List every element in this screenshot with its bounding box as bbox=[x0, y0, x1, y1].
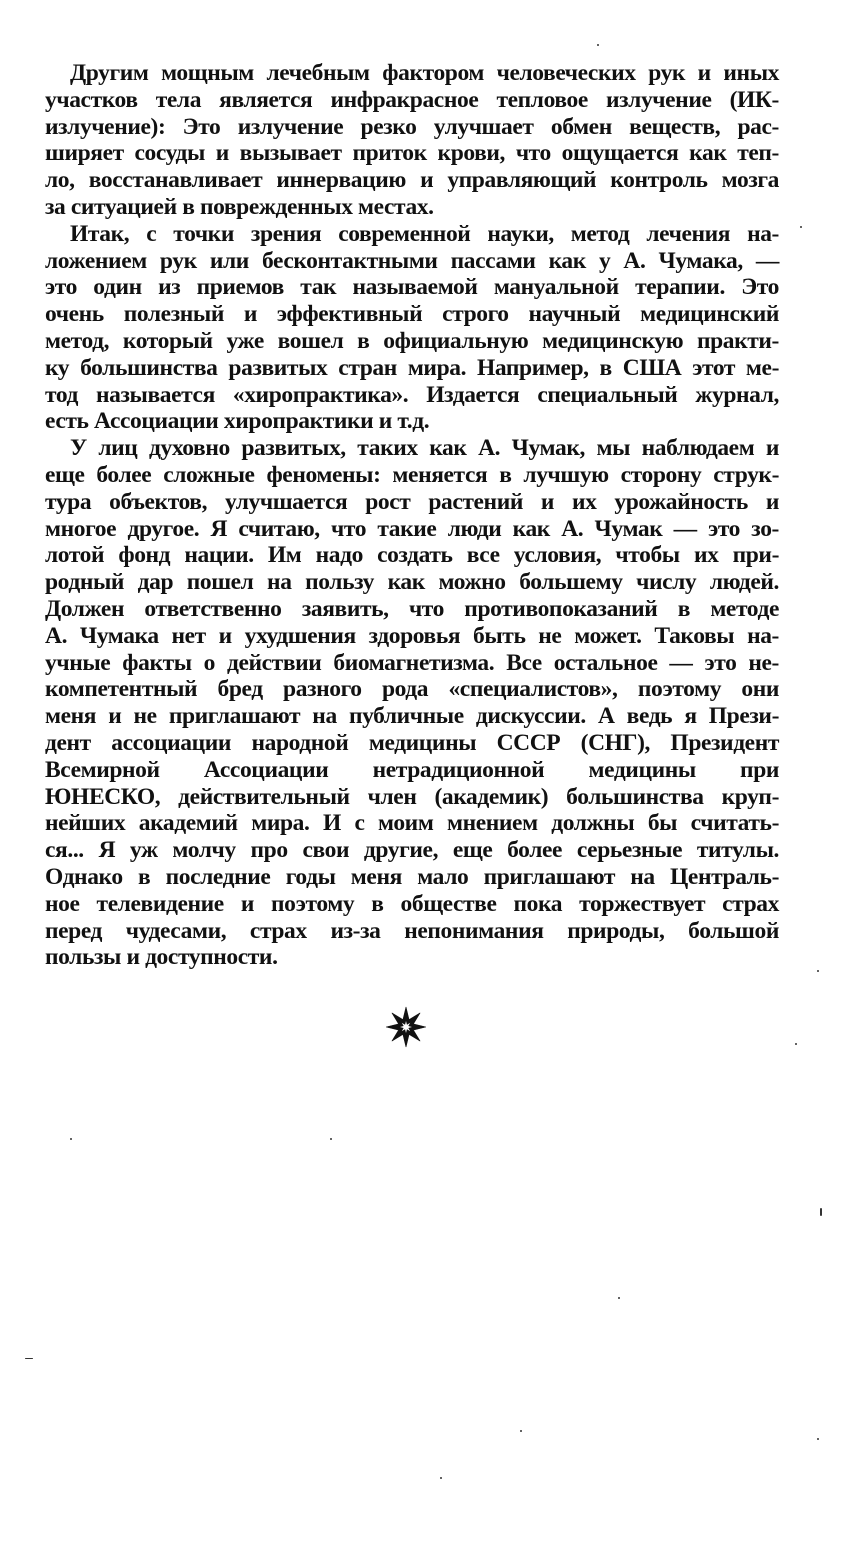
text-line: метод, который уже вошел в официальную медицинскую практи- bbox=[45, 327, 779, 354]
scan-speck bbox=[618, 1297, 620, 1299]
eight-pointed-star-icon bbox=[386, 1006, 426, 1048]
text-line: излучение): Это излучение резко улучшает обмен веществ, рас- bbox=[45, 113, 779, 140]
scan-speck bbox=[817, 970, 819, 972]
text-line: за ситуацией в поврежденных местах. bbox=[45, 193, 434, 220]
text-line: родный дар пошел на пользу как можно большему числу людей. bbox=[45, 569, 779, 596]
text-line: учные факты о действии биомагнетизма. Все остальное — это не- bbox=[45, 649, 779, 676]
text-line: компетентный бред разного рода «специалистов», поэтому они bbox=[45, 676, 779, 703]
text-line: многое другое. Я считаю, что такие люди как А. Чумак — это зо- bbox=[45, 515, 779, 542]
text-line: У лиц духовно развитых, таких как А. Чумак, мы наблюдаем и bbox=[70, 435, 779, 462]
text-line: пользы и доступности. bbox=[45, 944, 278, 971]
text-line: ло, восстанавливает иннервацию и управляющий контроль мозга bbox=[45, 167, 779, 194]
text-line: ложением рук или бесконтактными пассами как у А. Чумака, — bbox=[45, 247, 779, 274]
text-line: есть Ассоциации хиропрактики и т.д. bbox=[45, 408, 430, 435]
scan-speck bbox=[820, 1208, 822, 1216]
document-body bbox=[45, 60, 779, 971]
scan-speck bbox=[817, 1438, 819, 1440]
text-line: А. Чумака нет и ухудшения здоровья быть не может. Таковы на- bbox=[45, 622, 779, 649]
text-line: нейших академий мира. И с моим мнением должны бы считать- bbox=[45, 810, 779, 837]
text-line: ное телевидение и поэтому в обществе пока торжествует страх bbox=[45, 890, 779, 917]
scan-speck bbox=[520, 1430, 522, 1432]
text-line: ширяет сосуды и вызывает приток крови, что ощущается как теп- bbox=[45, 140, 779, 167]
scan-speck bbox=[330, 1138, 332, 1140]
text-line: Должен ответственно заявить, что противопоказаний в методе bbox=[45, 595, 779, 622]
scan-speck bbox=[25, 1358, 33, 1359]
scan-speck bbox=[800, 226, 802, 228]
scan-speck bbox=[597, 44, 599, 46]
text-line: участков тела является инфракрасное тепловое излучение (ИК- bbox=[45, 86, 779, 113]
scan-speck bbox=[440, 1477, 442, 1479]
text-line: ся... Я уж молчу про свои другие, еще более серьезные титулы. bbox=[45, 837, 779, 864]
text-line: ЮНЕСКО, действительный член (академик) большинства круп- bbox=[45, 783, 779, 810]
text-line: Однако в последние годы меня мало приглашают на Централь- bbox=[45, 863, 779, 890]
text-line: Итак, с точки зрения современной науки, метод лечения на- bbox=[70, 220, 779, 247]
text-line: дент ассоциации народной медицины СССР (СНГ), Президент bbox=[45, 729, 779, 756]
text-line: ку большинства развитых стран мира. Например, в США этот ме- bbox=[45, 354, 779, 381]
text-line: еще более сложные феномены: меняется в лучшую сторону струк- bbox=[45, 461, 779, 488]
scan-speck bbox=[795, 1043, 797, 1045]
text-line: Другим мощным лечебным фактором человеческих рук и иных bbox=[70, 60, 779, 86]
scan-speck bbox=[70, 1138, 72, 1140]
text-line: Всемирной Ассоциации нетрадиционной медицины при bbox=[45, 756, 779, 783]
text-line: очень полезный и эффективный строго научный медицинский bbox=[45, 301, 779, 328]
text-line: тура объектов, улучшается рост растений и их урожайность и bbox=[45, 488, 779, 515]
text-line: перед чудесами, страх из-за непонимания природы, большой bbox=[45, 917, 779, 944]
text-line: лотой фонд нации. Им надо создать все условия, чтобы их при- bbox=[45, 542, 779, 569]
text-line: это один из приемов так называемой мануальной терапии. Это bbox=[45, 274, 779, 301]
text-line: меня и не приглашают на публичные дискуссии. А ведь я Прези- bbox=[45, 703, 779, 730]
text-line: тод называется «хиропрактика». Издается специальный журнал, bbox=[45, 381, 779, 408]
